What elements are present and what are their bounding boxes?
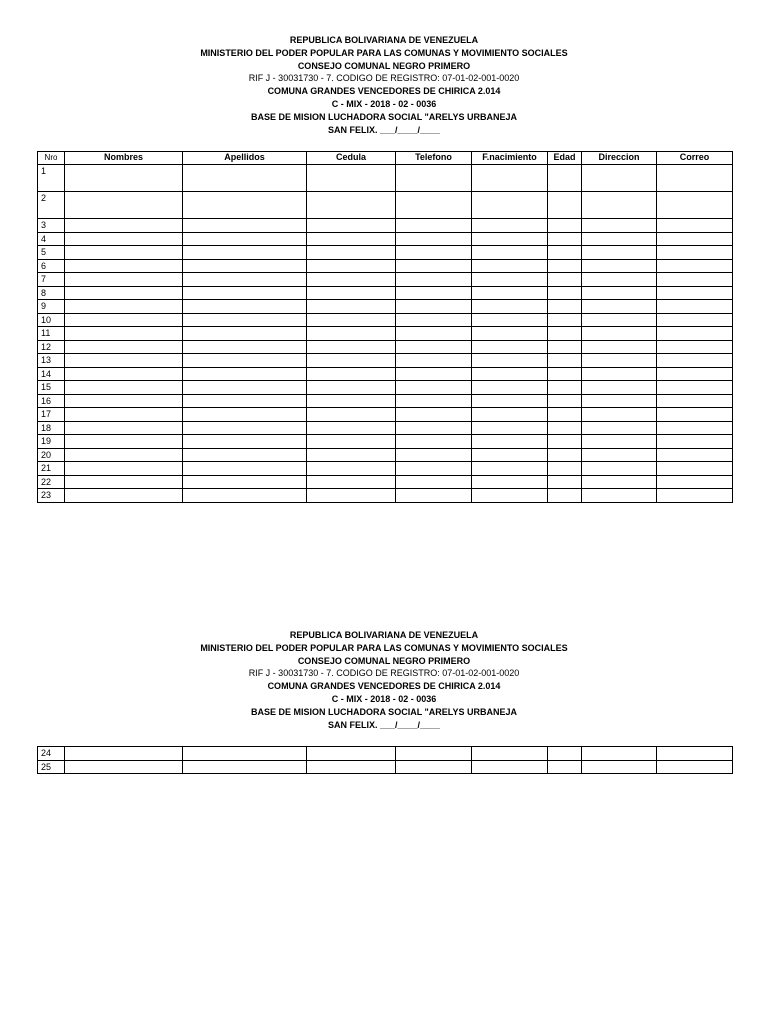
table-cell[interactable] xyxy=(548,327,582,341)
table-cell[interactable] xyxy=(65,273,183,287)
table-cell[interactable] xyxy=(65,462,183,476)
table-cell[interactable] xyxy=(657,273,733,287)
table-cell[interactable] xyxy=(396,246,472,260)
col-correo: Correo xyxy=(657,152,733,165)
table-cell[interactable] xyxy=(582,367,657,381)
table-cell[interactable] xyxy=(183,192,307,219)
col-apellidos: Apellidos xyxy=(183,152,307,165)
table-cell[interactable] xyxy=(582,421,657,435)
table-cell[interactable] xyxy=(307,165,396,192)
table-cell[interactable] xyxy=(396,435,472,449)
table-cell[interactable] xyxy=(307,232,396,246)
table-cell[interactable] xyxy=(472,246,548,260)
table-cell[interactable] xyxy=(657,435,733,449)
table-cell[interactable] xyxy=(65,367,183,381)
table-row xyxy=(38,232,733,246)
table-cell[interactable] xyxy=(307,381,396,395)
row-number: 25 xyxy=(38,760,65,774)
col-direccion: Direccion xyxy=(582,152,657,165)
table-cell[interactable] xyxy=(183,340,307,354)
table-cell[interactable] xyxy=(657,327,733,341)
table-cell[interactable] xyxy=(582,354,657,368)
table-cell[interactable] xyxy=(548,259,582,273)
table-cell[interactable] xyxy=(472,232,548,246)
header-page-2 xyxy=(0,629,768,731)
table-cell[interactable] xyxy=(183,462,307,476)
table-cell[interactable] xyxy=(396,232,472,246)
registry-table-page-2 xyxy=(37,746,733,774)
table-cell[interactable] xyxy=(548,300,582,314)
table-cell[interactable] xyxy=(307,747,396,761)
col-telefono: Telefono xyxy=(396,152,472,165)
table-cell[interactable] xyxy=(65,381,183,395)
row-number: 8 xyxy=(38,286,65,300)
table-cell[interactable] xyxy=(307,408,396,422)
row-number: 14 xyxy=(38,367,65,381)
table-row xyxy=(38,327,733,341)
row-number: 17 xyxy=(38,408,65,422)
row-number: 19 xyxy=(38,435,65,449)
table-cell[interactable] xyxy=(65,246,183,260)
row-number: 15 xyxy=(38,381,65,395)
row-number: 11 xyxy=(38,327,65,341)
table-cell[interactable] xyxy=(65,408,183,422)
table-row xyxy=(38,259,733,273)
table-row xyxy=(38,408,733,422)
row-number: 20 xyxy=(38,448,65,462)
table-cell[interactable] xyxy=(65,421,183,435)
table-cell[interactable] xyxy=(307,394,396,408)
table-cell[interactable] xyxy=(396,313,472,327)
table-cell[interactable] xyxy=(548,192,582,219)
table-cell[interactable] xyxy=(396,489,472,503)
table-row xyxy=(38,286,733,300)
table-cell[interactable] xyxy=(307,489,396,503)
table-row xyxy=(38,747,733,761)
table-cell[interactable] xyxy=(657,408,733,422)
table-cell[interactable] xyxy=(183,421,307,435)
table-row xyxy=(38,313,733,327)
table-cell[interactable] xyxy=(65,489,183,503)
table-cell[interactable] xyxy=(65,760,183,774)
table-cell[interactable] xyxy=(548,394,582,408)
table-cell[interactable] xyxy=(183,327,307,341)
table-cell[interactable] xyxy=(657,192,733,219)
table-cell[interactable] xyxy=(183,448,307,462)
table-cell[interactable] xyxy=(548,340,582,354)
table-cell[interactable] xyxy=(183,246,307,260)
header-republic: REPUBLICA BOLIVARIANA DE VENEZUELA xyxy=(289,35,479,45)
table-cell[interactable] xyxy=(307,300,396,314)
table-cell[interactable] xyxy=(582,475,657,489)
table-row xyxy=(38,475,733,489)
table-cell[interactable] xyxy=(472,747,548,761)
table-cell[interactable] xyxy=(582,313,657,327)
table-cell[interactable] xyxy=(472,286,548,300)
table-cell[interactable] xyxy=(657,462,733,476)
table-cell[interactable] xyxy=(582,489,657,503)
table-cell[interactable] xyxy=(183,259,307,273)
table-cell[interactable] xyxy=(548,313,582,327)
table-cell[interactable] xyxy=(548,381,582,395)
table-row xyxy=(38,300,733,314)
table-cell[interactable] xyxy=(183,381,307,395)
table-cell[interactable] xyxy=(307,760,396,774)
table-cell[interactable] xyxy=(548,435,582,449)
table-cell[interactable] xyxy=(657,381,733,395)
table-cell[interactable] xyxy=(65,354,183,368)
table-row xyxy=(38,421,733,435)
table-cell[interactable] xyxy=(307,273,396,287)
table-cell[interactable] xyxy=(548,475,582,489)
table-cell[interactable] xyxy=(582,760,657,774)
table-cell[interactable] xyxy=(657,489,733,503)
table-cell[interactable] xyxy=(65,192,183,219)
col-nombres: Nombres xyxy=(65,152,183,165)
table-cell[interactable] xyxy=(657,286,733,300)
table-cell[interactable] xyxy=(65,448,183,462)
table-cell[interactable] xyxy=(582,165,657,192)
table-cell[interactable] xyxy=(396,219,472,233)
table-cell[interactable] xyxy=(657,394,733,408)
table-cell[interactable] xyxy=(183,300,307,314)
table-row xyxy=(38,340,733,354)
table-cell[interactable] xyxy=(582,448,657,462)
table-cell[interactable] xyxy=(472,475,548,489)
header-base: BASE DE MISION LUCHADORA SOCIAL "ARELYS URBANEJA xyxy=(251,706,517,717)
table-cell[interactable] xyxy=(183,760,307,774)
table-cell[interactable] xyxy=(657,313,733,327)
table-cell[interactable] xyxy=(396,760,472,774)
table-cell[interactable] xyxy=(548,760,582,774)
table-cell[interactable] xyxy=(307,354,396,368)
table-cell[interactable] xyxy=(472,313,548,327)
table-cell[interactable] xyxy=(183,232,307,246)
table-row xyxy=(38,246,733,260)
table-cell[interactable] xyxy=(307,246,396,260)
row-number: 23 xyxy=(38,489,65,503)
row-number: 16 xyxy=(38,394,65,408)
table-cell[interactable] xyxy=(65,300,183,314)
table-cell[interactable] xyxy=(657,165,733,192)
row-number: 1 xyxy=(38,165,65,192)
row-number: 13 xyxy=(38,354,65,368)
table-cell[interactable] xyxy=(307,448,396,462)
table-cell[interactable] xyxy=(657,354,733,368)
table-cell[interactable] xyxy=(472,435,548,449)
table-cell[interactable] xyxy=(307,340,396,354)
table-cell[interactable] xyxy=(396,421,472,435)
row-number: 21 xyxy=(38,462,65,476)
table-row xyxy=(38,462,733,476)
table-cell[interactable] xyxy=(657,421,733,435)
table-cell[interactable] xyxy=(307,421,396,435)
table-cell[interactable] xyxy=(396,408,472,422)
table-cell[interactable] xyxy=(657,259,733,273)
table-cell[interactable] xyxy=(548,421,582,435)
table-cell[interactable] xyxy=(183,489,307,503)
table-row xyxy=(38,435,733,449)
table-row xyxy=(38,367,733,381)
table-cell[interactable] xyxy=(307,313,396,327)
table-cell[interactable] xyxy=(548,462,582,476)
table-cell[interactable] xyxy=(472,421,548,435)
table-cell[interactable] xyxy=(183,286,307,300)
table-cell[interactable] xyxy=(657,246,733,260)
table-cell[interactable] xyxy=(657,475,733,489)
table-cell[interactable] xyxy=(582,408,657,422)
header-council: CONSEJO COMUNAL NEGRO PRIMERO xyxy=(297,655,471,666)
row-number: 4 xyxy=(38,232,65,246)
table-row xyxy=(38,448,733,462)
table-cell[interactable] xyxy=(183,219,307,233)
table-cell[interactable] xyxy=(472,760,548,774)
row-number: 5 xyxy=(38,246,65,260)
table-cell[interactable] xyxy=(582,232,657,246)
table-cell[interactable] xyxy=(183,313,307,327)
header-code: C - MIX - 2018 - 02 - 0036 xyxy=(331,693,437,704)
table-cell[interactable] xyxy=(657,232,733,246)
header-republic: REPUBLICA BOLIVARIANA DE VENEZUELA xyxy=(289,630,479,640)
table-cell[interactable] xyxy=(657,300,733,314)
table-cell[interactable] xyxy=(472,273,548,287)
table-cell[interactable] xyxy=(657,448,733,462)
header-page-1 xyxy=(0,34,768,136)
col-edad: Edad xyxy=(548,152,582,165)
table-cell[interactable] xyxy=(65,475,183,489)
table-cell[interactable] xyxy=(582,300,657,314)
table-cell[interactable] xyxy=(582,394,657,408)
table-cell[interactable] xyxy=(582,462,657,476)
header-ministry: MINISTERIO DEL PODER POPULAR PARA LAS COMUNAS Y MOVIMIENTO SOCIALES xyxy=(200,47,568,58)
col-fnacimiento: F.nacimiento xyxy=(472,152,548,165)
table-cell[interactable] xyxy=(65,394,183,408)
table-cell[interactable] xyxy=(582,747,657,761)
table-cell[interactable] xyxy=(183,273,307,287)
table-cell[interactable] xyxy=(307,462,396,476)
table-cell[interactable] xyxy=(307,367,396,381)
table-cell[interactable] xyxy=(65,313,183,327)
header-comuna: COMUNA GRANDES VENCEDORES DE CHIRICA 2.014 xyxy=(267,681,501,692)
table-cell[interactable] xyxy=(472,394,548,408)
table-cell[interactable] xyxy=(307,219,396,233)
row-number: 7 xyxy=(38,273,65,287)
table-cell[interactable] xyxy=(472,367,548,381)
table-cell[interactable] xyxy=(472,165,548,192)
table-cell[interactable] xyxy=(472,300,548,314)
table-cell[interactable] xyxy=(548,354,582,368)
table-cell[interactable] xyxy=(582,273,657,287)
col-cedula: Cedula xyxy=(307,152,396,165)
header-comuna: COMUNA GRANDES VENCEDORES DE CHIRICA 2.014 xyxy=(267,86,501,97)
table-cell[interactable] xyxy=(548,246,582,260)
table-row xyxy=(38,219,733,233)
table-row xyxy=(38,354,733,368)
table-cell[interactable] xyxy=(65,219,183,233)
table-header-row xyxy=(38,152,733,165)
table-cell[interactable] xyxy=(548,273,582,287)
table-cell[interactable] xyxy=(657,747,733,761)
table-cell[interactable] xyxy=(472,192,548,219)
table-cell[interactable] xyxy=(183,408,307,422)
table-cell[interactable] xyxy=(183,475,307,489)
table-cell[interactable] xyxy=(548,747,582,761)
table-cell[interactable] xyxy=(548,232,582,246)
row-number: 18 xyxy=(38,421,65,435)
table-cell[interactable] xyxy=(472,327,548,341)
table-row xyxy=(38,394,733,408)
table-cell[interactable] xyxy=(472,259,548,273)
table-cell[interactable] xyxy=(65,327,183,341)
table-cell[interactable] xyxy=(396,747,472,761)
table-cell[interactable] xyxy=(307,192,396,219)
table-cell[interactable] xyxy=(396,286,472,300)
table-cell[interactable] xyxy=(396,259,472,273)
table-cell[interactable] xyxy=(548,165,582,192)
registry-table-page-1 xyxy=(37,151,733,503)
table-cell[interactable] xyxy=(396,327,472,341)
table-cell[interactable] xyxy=(396,192,472,219)
table-cell[interactable] xyxy=(472,340,548,354)
header-rif: RIF J - 30031730 - 7. CODIGO DE REGISTRO: 07-01-02-001-0020 xyxy=(248,668,520,679)
table-cell[interactable] xyxy=(183,165,307,192)
table-cell[interactable] xyxy=(582,219,657,233)
table-cell[interactable] xyxy=(65,435,183,449)
table-cell[interactable] xyxy=(472,462,548,476)
table-cell[interactable] xyxy=(582,435,657,449)
table-cell[interactable] xyxy=(582,286,657,300)
table-cell[interactable] xyxy=(65,232,183,246)
table-cell[interactable] xyxy=(65,259,183,273)
table-cell[interactable] xyxy=(396,367,472,381)
table-row xyxy=(38,192,733,219)
header-date: SAN FELIX. ___/____/____ xyxy=(327,719,441,730)
table-cell[interactable] xyxy=(472,219,548,233)
table-row xyxy=(38,273,733,287)
row-number: 22 xyxy=(38,475,65,489)
table-cell[interactable] xyxy=(582,259,657,273)
table-cell[interactable] xyxy=(472,448,548,462)
table-cell[interactable] xyxy=(548,408,582,422)
table-cell[interactable] xyxy=(582,381,657,395)
table-cell[interactable] xyxy=(307,259,396,273)
table-row xyxy=(38,489,733,503)
table-cell[interactable] xyxy=(65,340,183,354)
row-number: 3 xyxy=(38,219,65,233)
table-cell[interactable] xyxy=(396,354,472,368)
table-cell[interactable] xyxy=(65,747,183,761)
table-cell[interactable] xyxy=(396,381,472,395)
table-cell[interactable] xyxy=(396,273,472,287)
table-cell[interactable] xyxy=(548,219,582,233)
header-code: C - MIX - 2018 - 02 - 0036 xyxy=(331,98,437,109)
table-cell[interactable] xyxy=(657,219,733,233)
table-cell[interactable] xyxy=(657,340,733,354)
row-number: 2 xyxy=(38,192,65,219)
col-nro: Nro xyxy=(38,152,65,165)
table-cell[interactable] xyxy=(396,300,472,314)
header-date: SAN FELIX. ___/____/____ xyxy=(327,124,441,135)
table-cell[interactable] xyxy=(183,354,307,368)
header-base: BASE DE MISION LUCHADORA SOCIAL "ARELYS URBANEJA xyxy=(251,111,517,122)
row-number: 9 xyxy=(38,300,65,314)
table-cell[interactable] xyxy=(548,367,582,381)
table-cell[interactable] xyxy=(65,165,183,192)
table-cell[interactable] xyxy=(582,340,657,354)
table-cell[interactable] xyxy=(657,760,733,774)
table-cell[interactable] xyxy=(183,367,307,381)
table-cell[interactable] xyxy=(396,165,472,192)
table-cell[interactable] xyxy=(472,381,548,395)
row-number: 6 xyxy=(38,259,65,273)
header-council: CONSEJO COMUNAL NEGRO PRIMERO xyxy=(297,60,471,71)
table-cell[interactable] xyxy=(396,448,472,462)
table-cell[interactable] xyxy=(472,408,548,422)
table-cell[interactable] xyxy=(183,435,307,449)
table-cell[interactable] xyxy=(657,367,733,381)
table-cell[interactable] xyxy=(472,354,548,368)
table-cell[interactable] xyxy=(396,475,472,489)
table-cell[interactable] xyxy=(307,475,396,489)
table-row xyxy=(38,165,733,192)
table-cell[interactable] xyxy=(183,394,307,408)
row-number: 12 xyxy=(38,340,65,354)
table-cell[interactable] xyxy=(396,462,472,476)
table-cell[interactable] xyxy=(396,340,472,354)
table-cell[interactable] xyxy=(307,327,396,341)
table-cell[interactable] xyxy=(582,327,657,341)
table-cell[interactable] xyxy=(548,286,582,300)
row-number: 10 xyxy=(38,313,65,327)
table-cell[interactable] xyxy=(472,489,548,503)
header-rif: RIF J - 30031730 - 7. CODIGO DE REGISTRO: 07-01-02-001-0020 xyxy=(248,73,520,84)
table-cell[interactable] xyxy=(582,192,657,219)
table-cell[interactable] xyxy=(582,246,657,260)
table-row xyxy=(38,381,733,395)
table-cell[interactable] xyxy=(307,435,396,449)
header-ministry: MINISTERIO DEL PODER POPULAR PARA LAS COMUNAS Y MOVIMIENTO SOCIALES xyxy=(200,642,568,653)
table-cell[interactable] xyxy=(183,747,307,761)
table-cell[interactable] xyxy=(548,448,582,462)
table-cell[interactable] xyxy=(65,286,183,300)
table-cell[interactable] xyxy=(396,394,472,408)
table-row xyxy=(38,760,733,774)
table-cell[interactable] xyxy=(548,489,582,503)
row-number: 24 xyxy=(38,747,65,761)
table-cell[interactable] xyxy=(307,286,396,300)
